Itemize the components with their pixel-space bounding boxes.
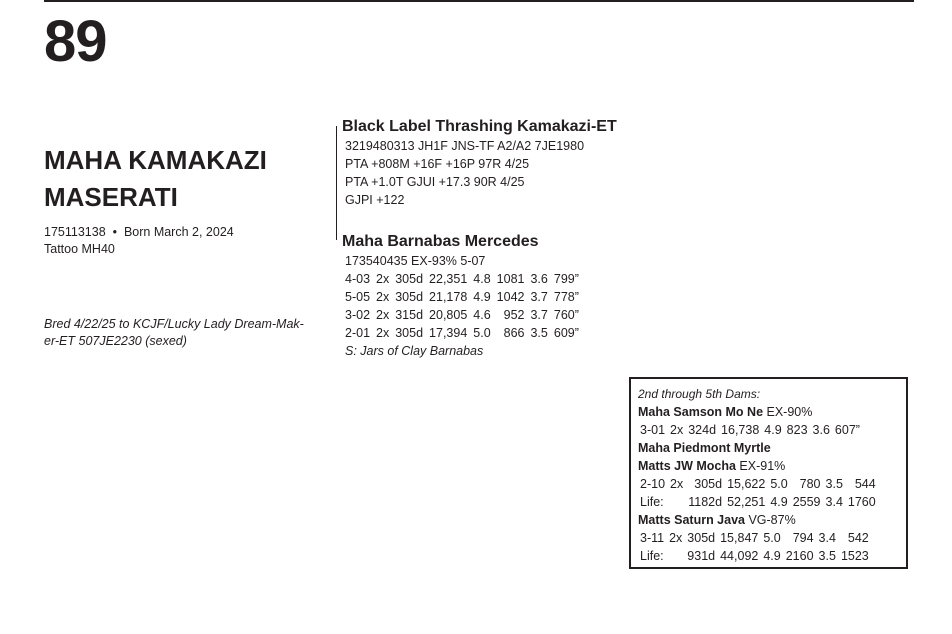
sire-info-line: PTA +1.0T GJUI +17.3 90R 4/25: [345, 175, 525, 189]
record-cell: 760”: [553, 308, 579, 322]
record-cell: 3.4: [825, 495, 843, 509]
ancestor-dam-name: [638, 439, 906, 457]
record-cell: 3-11: [640, 531, 665, 545]
dam-info: 173540435 EX-93% 5-07: [345, 254, 486, 268]
record-cell: 2x: [670, 477, 684, 491]
record-cell: 1523: [840, 549, 869, 563]
record-row: [345, 306, 585, 324]
record-cell: 2x: [669, 531, 683, 545]
breeding-note-line: er-ET 507JE2230 (sexed): [44, 334, 187, 348]
record-cell: 5.0: [473, 326, 491, 340]
record-cell: [669, 547, 687, 565]
dams-box-title: 2nd through 5th Dams:: [638, 387, 761, 401]
dam-records-table: [345, 270, 585, 342]
record-cell: 1081: [496, 272, 525, 286]
ancestor-dam-classification: EX-90%: [763, 405, 813, 419]
record-cell: 15,622: [727, 477, 766, 491]
record-cell: 3.6: [530, 272, 548, 286]
top-rule: [44, 0, 914, 2]
record-cell: 2x: [376, 326, 390, 340]
dams-list: [638, 403, 906, 565]
record-row: [640, 493, 881, 511]
sire-block: [342, 117, 617, 209]
record-cell: 2x: [376, 308, 390, 322]
registration-number: 175113138: [44, 225, 106, 239]
dam-block: [342, 232, 585, 360]
record-row: [345, 270, 585, 288]
dam-sire: S: Jars of Clay Barnabas: [345, 344, 484, 358]
ancestor-dam-name: [638, 511, 906, 529]
record-cell: 4-03: [345, 272, 371, 286]
record-row: [345, 288, 585, 306]
record-cell: 4.8: [473, 272, 491, 286]
record-cell: 2-01: [345, 326, 371, 340]
record-cell: 3.7: [530, 290, 548, 304]
record-cell: 2-10: [640, 477, 666, 491]
record-cell: 305d: [395, 272, 424, 286]
ancestor-dam-name: [638, 403, 906, 421]
ancestor-dam-classification: EX-91%: [735, 459, 786, 473]
record-cell: 3.5: [530, 326, 548, 340]
record-cell: 823: [786, 423, 808, 437]
record-row: [640, 475, 881, 493]
record-cell: 1042: [496, 290, 525, 304]
record-cell: 3-02: [345, 308, 371, 322]
record-cell: 5.0: [770, 477, 788, 491]
record-cell: 780: [799, 477, 821, 491]
ancestor-dam-name-text: Matts Saturn Java: [638, 513, 745, 527]
record-cell: 305d: [687, 531, 716, 545]
animal-name-line: MASERATI: [44, 182, 178, 212]
sire-info-line: 3219480313 JH1F JNS-TF A2/A2 7JE1980: [345, 139, 585, 153]
record-cell: 2x: [376, 290, 390, 304]
record-cell: 4.9: [764, 423, 782, 437]
record-cell: 2x: [670, 423, 684, 437]
record-cell: 3-01: [640, 423, 666, 437]
dam-name: Maha Barnabas Mercedes: [342, 233, 539, 250]
record-cell: 4.9: [763, 549, 781, 563]
tattoo: Tattoo MH40: [44, 242, 115, 256]
record-cell: 1182d: [688, 495, 723, 509]
record-cell: 44,092: [720, 549, 759, 563]
sire-info-line: PTA +808M +16F +16P 97R 4/25: [345, 157, 530, 171]
pedigree-bracket: [336, 126, 337, 240]
record-cell: 22,351: [429, 272, 468, 286]
record-cell: 3.5: [818, 549, 836, 563]
sire-name: Black Label Thrashing Kamakazi-ET: [342, 118, 617, 135]
record-cell: 52,251: [727, 495, 766, 509]
record-cell: 3.7: [530, 308, 548, 322]
record-cell: 544: [854, 477, 876, 491]
record-cell: 5.0: [763, 531, 781, 545]
animal-name: [44, 142, 324, 216]
record-cell: 305d: [395, 326, 424, 340]
record-cell: Life:: [640, 549, 664, 563]
record-cell: 794: [792, 531, 814, 545]
record-cell: 4.9: [770, 495, 788, 509]
animal-name-line: MAHA KAMAKAZI: [44, 145, 267, 175]
ancestor-dam-classification: VG-87%: [744, 513, 796, 527]
ancestor-dam-name: [638, 457, 906, 475]
record-cell: 305d: [694, 477, 723, 491]
ancestor-dam-records: [640, 529, 874, 565]
ancestor-dam-records: [640, 421, 865, 439]
ancestor-dam-name-text: Matts JW Mocha: [638, 459, 736, 473]
record-cell: 305d: [395, 290, 424, 304]
record-cell: 17,394: [429, 326, 468, 340]
breeding-note: [44, 316, 334, 350]
ancestor-dam-records: [640, 475, 881, 511]
record-cell: 866: [503, 326, 525, 340]
record-cell: 542: [847, 531, 869, 545]
record-cell: 3.5: [825, 477, 843, 491]
bullet-separator: •: [112, 225, 117, 239]
record-cell: 2559: [792, 495, 821, 509]
record-row: [345, 324, 585, 342]
record-cell: 315d: [395, 308, 424, 322]
ancestor-dams-box: [629, 377, 908, 569]
ancestor-dam-name-text: Maha Samson Mo Ne: [638, 405, 764, 419]
record-cell: 609”: [553, 326, 579, 340]
record-cell: 4.9: [473, 290, 491, 304]
record-cell: 1760: [847, 495, 876, 509]
record-cell: 20,805: [429, 308, 468, 322]
ancestor-dam-name-text: Maha Piedmont Myrtle: [638, 441, 771, 455]
record-cell: 778”: [553, 290, 579, 304]
record-cell: 799”: [553, 272, 579, 286]
record-row: [640, 529, 874, 547]
record-cell: 607”: [834, 423, 860, 437]
record-cell: 21,178: [429, 290, 468, 304]
record-cell: 16,738: [721, 423, 760, 437]
lot-number: 89: [44, 9, 107, 74]
breeding-note-line: Bred 4/22/25 to KCJF/Lucky Lady Dream-Mak-: [44, 317, 304, 331]
record-cell: 5-05: [345, 290, 371, 304]
record-cell: 15,847: [720, 531, 759, 545]
record-cell: [670, 493, 688, 511]
record-cell: 952: [503, 308, 525, 322]
sire-info-line: GJPI +122: [345, 193, 405, 207]
record-cell: 3.4: [818, 531, 836, 545]
record-cell: Life:: [640, 495, 664, 509]
record-cell: 3.6: [812, 423, 830, 437]
animal-identity: [44, 224, 234, 258]
record-cell: 4.6: [473, 308, 491, 322]
registration-born-line: [44, 224, 234, 241]
record-cell: 2160: [785, 549, 814, 563]
record-cell: 324d: [688, 423, 717, 437]
birth-date: Born March 2, 2024: [123, 225, 234, 239]
record-cell: 2x: [376, 272, 390, 286]
record-row: [640, 547, 874, 565]
record-cell: 931d: [687, 549, 716, 563]
record-row: [640, 421, 865, 439]
